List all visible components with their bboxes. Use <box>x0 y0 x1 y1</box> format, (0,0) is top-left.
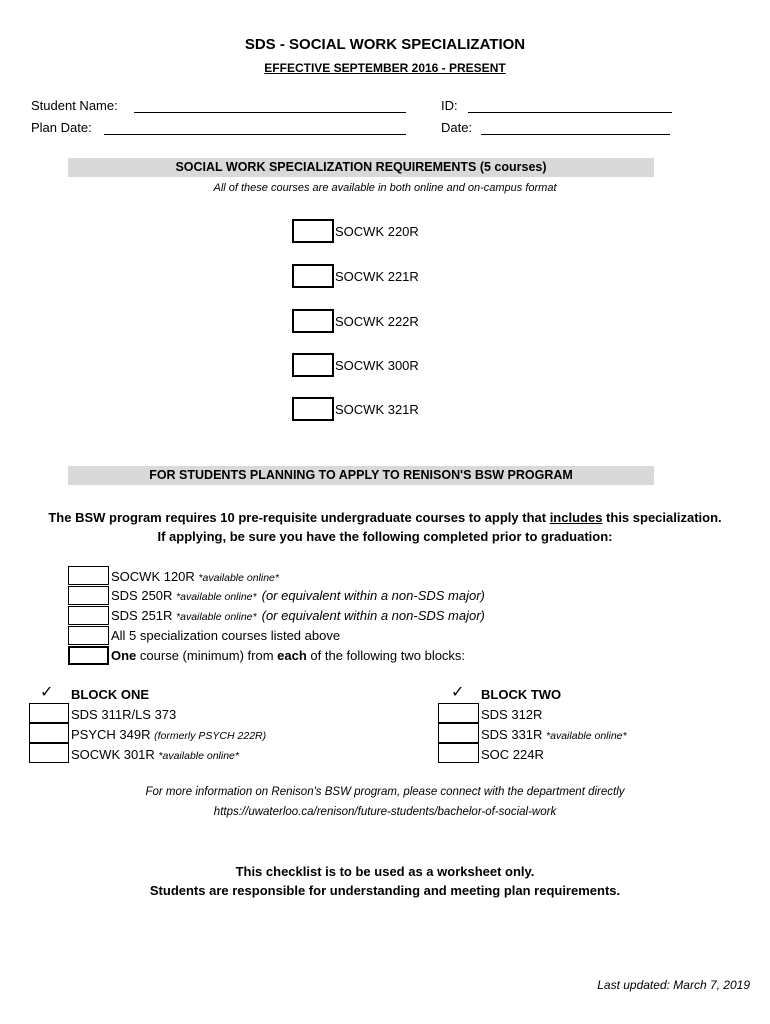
checkbox-sds-312r[interactable] <box>438 703 479 723</box>
checkbox-soc-224r[interactable] <box>438 743 479 763</box>
emphasis-each: each <box>277 648 307 663</box>
block-one-course-3 <box>71 747 239 762</box>
disclaimer-line-1: This checklist is to be used as a worksheet only. <box>235 864 535 879</box>
plan-date-label: Plan Date: <box>31 120 92 135</box>
date-label: Date: <box>441 120 473 135</box>
bsw-item-2 <box>111 588 485 603</box>
check-icon: ✓ <box>451 684 465 701</box>
info-line: For more information on Renison's BSW program, please connect with the department directly <box>145 786 625 798</box>
bsw-intro-line2: If applying, be sure you have the following completed prior to graduation: <box>157 529 613 544</box>
course-label: SOCWK 221R <box>335 269 419 284</box>
checkbox-socwk-222r[interactable] <box>292 309 334 333</box>
page-title: SDS - SOCIAL WORK SPECIALIZATION <box>244 36 526 53</box>
bsw-item-5 <box>111 648 465 663</box>
date-field[interactable] <box>481 134 670 135</box>
student-name-field[interactable] <box>134 112 406 113</box>
course-label: SOCWK 220R <box>335 224 419 239</box>
bsw-intro-emphasis: includes <box>549 510 603 525</box>
effective-date: EFFECTIVE SEPTEMBER 2016 - PRESENT <box>264 61 506 75</box>
block-two-course-2 <box>481 727 627 742</box>
program-url[interactable]: https://uwaterloo.ca/renison/future-students/bachelor-of-social-work <box>213 806 557 818</box>
course-label: SOCWK 321R <box>335 402 419 417</box>
checkbox-socwk-300r[interactable] <box>292 353 334 377</box>
bsw-intro <box>0 510 770 525</box>
item-text: course (minimum) from <box>136 648 278 663</box>
id-label: ID: <box>441 98 458 113</box>
checkbox-specialization-courses[interactable] <box>68 626 109 645</box>
student-name-label: Student Name: <box>31 98 118 113</box>
online-note: *available online* <box>176 611 257 623</box>
online-note: *available online* <box>546 730 627 742</box>
course-code: SOCWK 301R <box>71 747 159 762</box>
online-note: *available online* <box>176 591 257 603</box>
checkbox-block-course[interactable] <box>68 646 109 665</box>
bsw-intro-text-end: this specialization. <box>602 510 722 525</box>
block-two-title: BLOCK TWO <box>481 687 562 702</box>
emphasis-one: One <box>111 648 137 663</box>
plan-date-field[interactable] <box>104 134 406 135</box>
equivalent-note: (or equivalent within a non-SDS major) <box>261 588 485 603</box>
block-one-course-2 <box>71 727 266 742</box>
course-code: SDS 251R <box>111 608 177 623</box>
bsw-heading: FOR STUDENTS PLANNING TO APPLY TO RENISON'S BSW PROGRAM <box>68 466 654 485</box>
checkbox-socwk-321r[interactable] <box>292 397 334 421</box>
course-note: (formerly PSYCH 222R) <box>154 730 267 742</box>
last-updated: Last updated: March 7, 2019 <box>597 978 750 992</box>
requirements-note: All of these courses are available in both online and on-campus format <box>213 182 557 194</box>
course-code: SOCWK 120R <box>111 569 199 584</box>
checkbox-sds-251r[interactable] <box>68 606 109 625</box>
course-label: SOCWK 300R <box>335 358 419 373</box>
checkbox-socwk-220r[interactable] <box>292 219 334 243</box>
bsw-intro-text: The BSW program requires 10 pre-requisite undergraduate courses to apply that <box>48 510 550 525</box>
course-code: SDS 331R <box>481 727 547 742</box>
block-one-title: BLOCK ONE <box>71 687 149 702</box>
block-two-course-3: SOC 224R <box>481 747 544 762</box>
equivalent-note: (or equivalent within a non-SDS major) <box>261 608 485 623</box>
id-field[interactable] <box>468 112 672 113</box>
checkbox-socwk-221r[interactable] <box>292 264 334 288</box>
course-code: PSYCH 349R <box>71 727 155 742</box>
checkbox-sds-331r[interactable] <box>438 723 479 743</box>
online-note: *available online* <box>198 572 279 584</box>
online-note: *available online* <box>158 750 239 762</box>
checkbox-socwk-120r[interactable] <box>68 566 109 585</box>
disclaimer-line-2: Students are responsible for understanding and meeting plan requirements. <box>149 883 621 898</box>
course-code: SDS 250R <box>111 588 177 603</box>
course-label: SOCWK 222R <box>335 314 419 329</box>
checkbox-socwk-301r[interactable] <box>29 743 69 763</box>
checkbox-sds-311r[interactable] <box>29 703 69 723</box>
bsw-item-1 <box>111 569 279 584</box>
checkbox-sds-250r[interactable] <box>68 586 109 605</box>
checkbox-psych-349r[interactable] <box>29 723 69 743</box>
bsw-item-4: All 5 specialization courses listed above <box>111 628 341 643</box>
item-text-end: of the following two blocks: <box>306 648 466 663</box>
bsw-item-3 <box>111 608 485 623</box>
block-one-course-1: SDS 311R/LS 373 <box>71 707 177 722</box>
requirements-heading: SOCIAL WORK SPECIALIZATION REQUIREMENTS (5 courses) <box>68 158 654 177</box>
block-two-course-1: SDS 312R <box>481 707 543 722</box>
check-icon: ✓ <box>40 684 54 701</box>
